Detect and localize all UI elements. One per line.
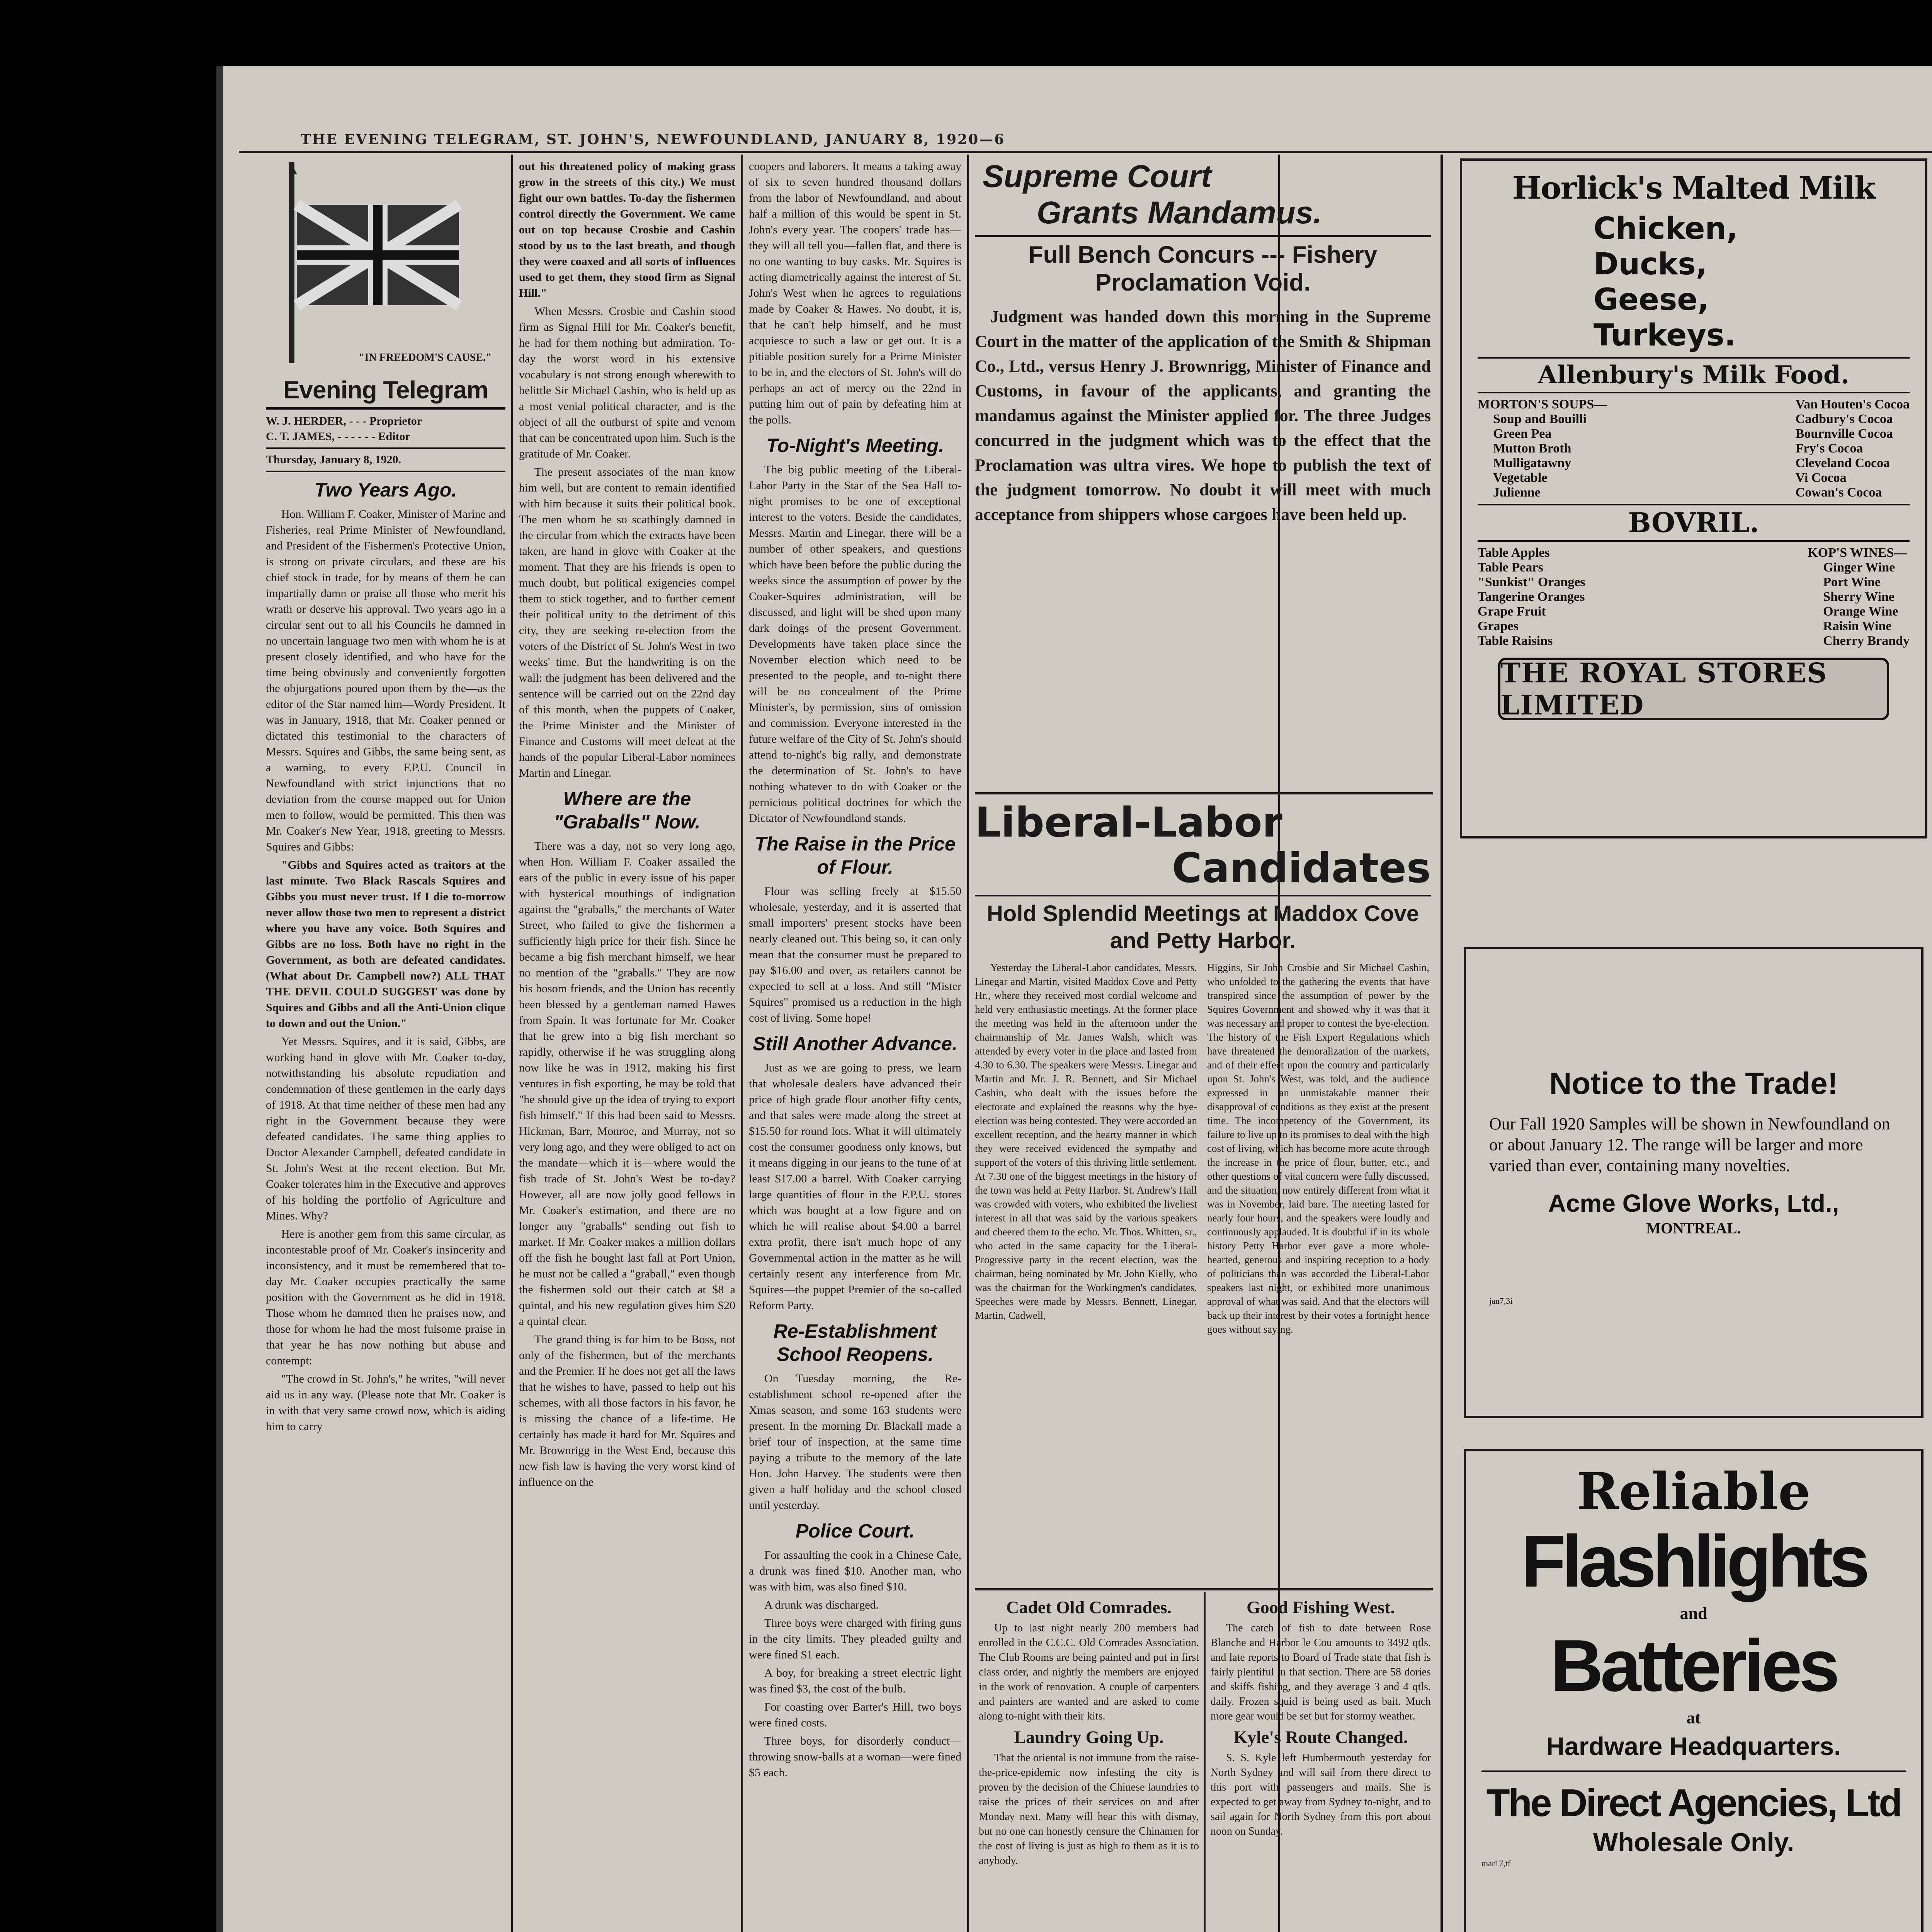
ad-rule xyxy=(1481,1770,1906,1772)
headline-line-2: Candidates xyxy=(1172,844,1431,892)
article-quote: "Gibbs and Squires acted as traitors at the last minute. Two Black Rascals Squires and Gibbs you must never trust. If I die to-morrow never allow those two men to represent a district where you have any voice. Both Squires and Gibbs are no loss. Both have no right in the Government, as both are defeated candidates. (What about Dr. Campbell now?) ALL THAT THE DEVIL COULD SUGGEST was done by Squires and Gibbs and all the Anti-Union clique to down and out the Union." xyxy=(266,859,505,1030)
article-paragraph: Flour was selling freely at $15.50 wholesale, yesterday, and it is asserted that small importers' present stocks have been nearly cleaned out. This being so, it can only mean that the consumer must be prepared to pay $16.00 and over, as retailers cannot be expected to sell at a loss. And still "Mister Squires" promised us a reduction in the high cost of living. Some hope! xyxy=(749,885,961,1024)
article-paragraph: Up to last night nearly 200 members had enrolled in the C.C.C. Old Comrades Association. The Club Rooms are being painted and put in first class order, and nightly the members are enjoyed in the work of renovation. A couple of carpenters and painters are wanted and are asked to come along to-night with their kits. xyxy=(979,1622,1199,1722)
ad-title: Horlick's Malted Milk xyxy=(1512,170,1875,206)
fruit-item: Grape Fruit xyxy=(1478,604,1546,619)
wine-item: Orange Wine xyxy=(1823,604,1898,619)
poultry-item: Turkeys. xyxy=(1594,318,1736,353)
allenbury-heading: Allenbury's Milk Food. xyxy=(1537,361,1850,389)
soups-title: MORTON'S SOUPS— xyxy=(1478,397,1607,412)
bovril-heading: BOVRIL. xyxy=(1628,507,1759,539)
page-header: THE EVENING TELEGRAM, ST. JOHN'S, NEWFOUNDLAND, JANUARY 8, 1920—6 xyxy=(301,131,1005,148)
headline-rule xyxy=(975,895,1431,896)
soup-item: Julienne xyxy=(1493,485,1541,500)
fruit-item: Table Pears xyxy=(1478,560,1543,575)
fruit-item: Table Apples xyxy=(1478,546,1550,560)
ad-line: at xyxy=(1686,1708,1701,1727)
column-rule xyxy=(967,155,969,1932)
article-heading: To-Night's Meeting. xyxy=(766,435,944,456)
wine-item: Raisin Wine xyxy=(1823,619,1892,633)
ad-line: and xyxy=(1680,1604,1708,1623)
poultry-item: Chicken, xyxy=(1594,211,1738,246)
soup-item: Green Pea xyxy=(1493,427,1552,441)
article-paragraph: Three boys were charged with firing guns in the city limits. They pleaded guilty and were fined $1 each. xyxy=(749,1617,961,1661)
article-columns xyxy=(975,961,1431,1338)
wine-list xyxy=(1808,546,1910,648)
article-paragraph: The present associates of the man know him well, but are content to remain identified with him because it suits their political book. The men whom he so scathingly damned in the circular from which the extracts have been taken, are hand in glove with Coaker at the moment. That they are his friends is open to much doubt, but political exigencies compel them to stick together, and to further cement their political unity to the detriment of this city, they are seeking re-election from the voters of the District of St. John's West in two weeks' time. But the handwriting is on the wall: the judgment has been delivered and the sentence will be carried out on the 22nd day of this month, when the puppets of Coaker, the Prime Minister and the Minister of Finance and Customs will meet defeat at the hands of the popular Liberal-Labor nominees Martin and Linegar. xyxy=(519,466,735,779)
article-paragraph: The catch of fish to date between Rose Blanche and Harbor le Cou amounts to 3492 qtls. and late reports to Board of Trade state that fish is fairly plentiful in that section. There are 58 dories and skiffs fishing, and they average 3 and 4 qtls. daily. Frozen squid is being used as bait. Much more gear would be set but for stormy weather. xyxy=(1211,1622,1431,1722)
flashlights-ad xyxy=(1464,1449,1923,1932)
wine-item: Sherry Wine xyxy=(1823,590,1895,604)
section-rule xyxy=(975,1588,1433,1590)
proprietor-line: W. J. HERDER, - - - Proprietor xyxy=(266,415,422,427)
article-paragraph: The big public meeting of the Liberal-Labor Party in the Star of the Sea Hall to-night promises to be one of exceptional interest to the voters. Beside the candidates, Messrs. Martin and Linegar, there will be a number of other speakers, and questions which have been before the public during the weeks since the assumption of power by the Coaker-Squires administration, will be discussed, and light will be shed upon many dark doings of the present Government. Developments have taken place since the November election which need to be presented to the people, and to-night there will be no concealment of the Prime Minister's, by permission, sins of omission and commission. Everyone interested in the future welfare of the City of St. John's should attend to-night's big rally, and demonstrate the determination of St. John's to have nothing whatever to do with Coaker or the pernicious political doctrines for which the Dictator of Newfoundland stands. xyxy=(749,463,961,825)
article-heading: Re-Establishment School Reopens. xyxy=(773,1320,937,1365)
masthead-rule xyxy=(266,447,505,449)
article-paragraph: A drunk was discharged. xyxy=(764,1599,879,1611)
cocoa-item: Vi Cocoa xyxy=(1795,471,1847,485)
article-heading: Police Court. xyxy=(795,1520,915,1542)
soups-cocoa xyxy=(1478,397,1910,500)
cocoa-item: Van Houten's Cocoa xyxy=(1795,397,1910,412)
short-items-left xyxy=(979,1594,1199,1932)
soup-item: Mulligatawny xyxy=(1493,456,1571,470)
wine-item: Ginger Wine xyxy=(1823,560,1895,575)
masthead-rule xyxy=(266,471,505,472)
column-rule xyxy=(1204,1592,1206,1932)
column-rule xyxy=(1440,155,1443,1932)
ad-firm: The Direct Agencies, Ltd xyxy=(1486,1781,1901,1825)
article-heading: Still Another Advance. xyxy=(753,1033,957,1054)
royal-stores-logo xyxy=(1498,658,1889,720)
editor-line: C. T. JAMES, - - - - - - Editor xyxy=(266,430,410,443)
article-paragraph: That the oriental is not immune from the raise-the-price-epidemic now infesting the city is proven by the decision of the Chinese laundries to raise the prices of their services on and after Monday next. Many will hear this with dismay, but no one can honestly censure the Chinamen for the cost of living is just as high to them as it is to anybody. xyxy=(979,1752,1199,1867)
column-1 xyxy=(266,158,505,1932)
fruit-item: Table Raisins xyxy=(1478,634,1553,648)
ad-rule xyxy=(1478,392,1910,393)
wine-item: Port Wine xyxy=(1823,575,1881,589)
article-paragraph: Hon. William F. Coaker, Minister of Marine and Fisheries, real Prime Minister of Newfoundland, and President of the Fishermen's Protective Union, is strong on private circulars, and these are his chief stock in trade, for by means of them he can impartially damn or praise all those who merit his wrath or deserve his approval. Two years ago in a circular sent out to all his Councils he damned in no uncertain language two men with whom he is at present closely identified, and who have for the time being obviously and conveniently forgotten the objurgations poured upon them by the—as the editor of the Star named him—Wordy President. It was in January, 1918, that Mr. Coaker penned or dictated this testimonial to the characters of Messrs. Squires and Gibbs, the same being sent, as a warning, to every F.P.U. Council in Newfoundland with strict injunctions that no deviation from the course mapped out for Union men to follow, would be permitted. This then was Mr. Coaker's New Year, 1918, greeting to Messrs. Squires and Gibbs: xyxy=(266,508,505,853)
article-paragraph: For assaulting the cook in a Chinese Cafe, a drunk was fined $10. Another man, who was with him, was also fined $10. xyxy=(749,1549,961,1593)
header-rule xyxy=(239,151,1932,153)
column-rule xyxy=(511,155,513,1932)
article-paragraph: "The crowd in St. John's," he writes, "will never aid us in any way. (Please note that Mr. Coaker is in with that very same crowd now, which is aiding him to carry xyxy=(266,1372,505,1433)
article-paragraph: When Messrs. Crosbie and Cashin stood firm as Signal Hill for Mr. Coaker's benefit, he had for them nothing but admiration. To-day the worst word in his extensive vocabulary is not strong enough wherewith to belittle Sir Michael Cashin, who is held up as a most venial political character, and is the object of all the outburst of spite and venom that can be concentrated upon him. Such is the gratitude of Mr. Coaker. xyxy=(519,305,735,460)
soup-item: Vegetable xyxy=(1493,471,1548,485)
ad-line: Reliable xyxy=(1577,1462,1811,1522)
article-paragraph: coopers and laborers. It means a taking away of six to seven hundred thousand dollars from the labor of Newfoundland, and about half a million of this would be spent in St. John's every year. The coopers' trade has—they will all tell you—fallen flat, and there is no one wanting to buy casks. Mr. Squires is acting diametrically against the interest of St. John's West when he agrees to regulations made by Coaker & Hawes. No doubt, it is, that he can't help himself, and he must acquiesce to such a law or get out. It is a pitiable position surely for a Prime Minister to be in, and the electors of St. John's will do perhaps an act of mercy on the 22nd in putting him out of pain by defeating him at the polls. xyxy=(749,160,961,426)
cocoa-item: Fry's Cocoa xyxy=(1795,441,1863,456)
poultry-list xyxy=(1478,211,1910,353)
cocoa-item: Bournville Cocoa xyxy=(1795,427,1893,441)
subheadline: Hold Splendid Meetings at Maddox Cove and Petty Harbor. xyxy=(986,901,1419,953)
article-heading: The Raise in the Price of Flour. xyxy=(755,833,956,878)
article-paragraph: For coasting over Barter's Hill, two boys were fined costs. xyxy=(749,1701,961,1729)
ad-line: Flashlights xyxy=(1521,1520,1866,1602)
logo-text: THE ROYAL STORES LIMITED xyxy=(1500,657,1828,721)
soup-item: Mutton Broth xyxy=(1493,441,1571,456)
article-body-left: Yesterday the Liberal-Labor candidates, Messrs. Linegar and Martin, visited Maddox Cove and Petty Hr., where they received most cordial welcome and held very enthusiastic meetings. At the former place the meeting was held in the afternoon under the chairmanship of Mr. James Walsh, which was attended by every voter in the place and lasted from 4.30 to 6.30. The speakers were Messrs. Linegar and Martin and Mr. J. R. Bennett, and Sir Michael Cashin, who dealt with the issues before the electorate and explained the reasons why the bye-election was being contested. They were accorded an excellent reception, and the hearty manner in which they were received evidenced the sympathy and support of the voters of this thriving little settlement. At 7.30 one of the biggest meetings in the history of the town was held at Petty Harbor. St. Andrew's Hall was crowded with voters, who exhibited the liveliest interest in all that was said by the various speakers and cheered them to the echo. Mr. Thos. Whitten, sr., who acted in the same capacity for the Liberal-Progressive party in the recent election, was the chairman, being nominated by Mr. John Kielly, who was the chairman for the Workingmen's candidates. Speeches were made by Messrs. Bennett, Linegar, Martin, Cadwell, xyxy=(975,962,1197,1321)
article-paragraph: S. S. Kyle left Humbermouth yesterday for North Sydney and will sail from there direct to this port with passengers and mails. She is expected to get away from Sydney to-night, and to sail again for North Sydney from this port about noon on Sunday. xyxy=(1211,1752,1431,1837)
article-heading: Cadet Old Comrades. xyxy=(1006,1597,1172,1617)
ad-code: mar17,tf xyxy=(1481,1859,1511,1868)
article-heading: Laundry Going Up. xyxy=(1014,1727,1164,1747)
flag-caption: "IN FREEDOM'S CAUSE." xyxy=(359,352,492,364)
article-paragraph: The grand thing is for him to be Boss, not only of the fishermen, but of the merchants and the Premier. If he does not get all the laws that he wishes to have, passed to help out his schemes, with all those factors in his favor, he is missing the chance of a life-time. He certainly has made it hard for Mr. Squires and Mr. Brownrigg in the West End, because this new fish law is having the very worst kind of influence on the xyxy=(519,1333,735,1488)
article-paragraph: Just as we are going to press, we learn that wholesale dealers have advanced their price of high grade flour another fifty cents, and that sales were made along the street at $15.50 for round lots. What it will ultimately cost the consumer goodness only knows, but it means digging in our jeans to the tune of at least $17.00 a barrel. With Coaker carrying large quantities of flour in the F.P.U. stores which was bought at a low figure and on which he will realise about $4.00 a barrel extra profit, there isn't much hope of any Governmental action in the matter as he will certainly resent any interference from Mr. Squires—the puppet Premier of the so-called Reform Party. xyxy=(749,1061,961,1312)
liberal-labor-article xyxy=(975,800,1431,1588)
article-paragraph: A boy, for breaking a street electric light was fined $3, the cost of the bulb. xyxy=(749,1667,961,1695)
article-paragraph: Yet Messrs. Squires, and it is said, Gibbs, are working hand in glove with Mr. Coaker to-day, notwithstanding his absolute repudiation and condemnation of these gentlemen in the early days of 1918. At that time neither of these men had any right in the Government because they were defeated candidates. The same thing applies to Doctor Alexander Campbell, defeated candidate in St. John's West at the recent election. But Mr. Coaker tolerates him in the Executive and approves of his holding the portfolio of Agriculture and Mines. Why? xyxy=(266,1035,505,1222)
article-paragraph: Three boys, for disorderly conduct—throwing snow-balls at a woman—were fined $5 each. xyxy=(749,1735,961,1779)
soup-item: Soup and Bouilli xyxy=(1493,412,1587,426)
union-jack-flag xyxy=(266,158,498,375)
article-quote: out his threatened policy of making grass grow in the streets of this city.) We must fight our own battles. To-day the fishermen control directly the Government. We came out on top because Crosbie and Cashin stood by us to the last breath, and though they were coaxed and all sorts of influences used to get them, they stood firm as Signal Hill." xyxy=(519,160,735,299)
fruit-item: Grapes xyxy=(1478,619,1519,633)
column-rule xyxy=(741,155,743,1932)
ad-line: Batteries xyxy=(1550,1625,1837,1707)
poultry-item: Ducks, xyxy=(1594,247,1708,282)
article-body: Judgment was handed down this morning in the Supreme Court in the matter of the application of the Smith & Shipman Co., Ltd., versus Henry J. Brownrigg, Minister of Finance and Customs, in favour of the applicants, and granting the mandamus against the Minister applied for. The three Judges concurred in the judgment which was to the effect that the Proclamation was ultra vires. We hope to publish the text of the judgment tomorrow. No doubt it will meet with much acceptance from shippers whose cargoes have been held up. xyxy=(975,307,1431,524)
masthead-rule xyxy=(266,407,505,410)
article-heading: Kyle's Route Changed. xyxy=(1233,1727,1408,1747)
section-rule xyxy=(975,792,1433,794)
fruit-item: "Sunkist" Oranges xyxy=(1478,575,1585,589)
column-2 xyxy=(519,158,735,1932)
article-heading: Good Fishing West. xyxy=(1247,1597,1395,1617)
fruit-list xyxy=(1478,546,1585,648)
ad-firm: Acme Glove Works, Ltd., xyxy=(1548,1189,1839,1217)
subheadline: Full Bench Concurs --- Fishery Proclamation Void. xyxy=(1028,242,1378,296)
newspaper-page xyxy=(216,66,1932,1932)
wine-item: Cherry Brandy xyxy=(1823,634,1910,648)
ad-body: Our Fall 1920 Samples will be shown in Newfoundland on or about January 12. The range will be larger and more varied than ever, containing many novelties. xyxy=(1489,1114,1890,1175)
article-heading: Where are the "Graballs" Now. xyxy=(554,788,701,833)
headline-line-1: Supreme Court xyxy=(983,159,1212,194)
article-body-right: Higgins, Sir John Crosbie and Sir Michael Cashin, who unfolded to the gathering the events that have transpired since the assumption of power by the Squires Government and showed why it was that it was necessary and proper to contest the bye-election. The history of the Fish Export Regulations which have threatened the demoralization of the markets, and of their effect upon the country and particularly upon St. John's West, was told, and the audience expressed in an unmistakable manner their disapproval of conditions as they exist at the present time. The incompetency of the Government, its failure to live up to its promises to deal with the high cost of living, which has become more acute through the increase in the price of flour, butter, etc., and other questions of vital concern were fully discussed, and the situation, now entirely different from what it was in November, laid bare. The meeting lasted for nearly four hours, and the speakers were loudly and continuously applauded. It is doubtful if in its whole history Petty Harbor ever gave a more whole-hearted, generous and inspiring reception to a body of politicians than was accorded the Liberal-Labor speakers last night, or exhibited more unanimous approval of what was said. And that the electors will back up their interest by their votes a fortnight hence goes without saying. xyxy=(1207,962,1429,1335)
headline-line-2: Grants Mandamus. xyxy=(1037,195,1322,230)
cocoa-item: Cowan's Cocoa xyxy=(1795,485,1882,500)
column-3 xyxy=(749,158,961,1932)
ad-code: jan7,3i xyxy=(1489,1296,1513,1306)
fruit-item: Tangerine Oranges xyxy=(1478,590,1585,604)
acme-glove-ad xyxy=(1464,947,1923,1418)
cocoa-list xyxy=(1796,397,1910,500)
issue-date: Thursday, January 8, 1920. xyxy=(266,453,401,466)
fruits-wines xyxy=(1478,546,1910,648)
article-heading: Two Years Ago. xyxy=(314,479,457,501)
cocoa-item: Cadbury's Cocoa xyxy=(1795,412,1893,426)
ad-line: Wholesale Only. xyxy=(1593,1828,1794,1857)
ad-rule xyxy=(1478,540,1910,542)
masthead-title: Evening Telegram xyxy=(283,376,488,404)
soups-list xyxy=(1478,397,1607,500)
ad-city: MONTREAL. xyxy=(1646,1219,1741,1237)
poultry-item: Geese, xyxy=(1594,282,1709,317)
ad-line: Hardware Headquarters. xyxy=(1546,1732,1841,1760)
article-paragraph: Here is another gem from this same circular, as incontestable proof of Mr. Coaker's insincerity and inconsistency, and it must be remembered that to-day Mr. Coaker occupies practically the same position with the Government as he did in 1918. Those whom he damned then he praises now, and those for whom he had the most fulsome praise in that year he has now nothing but abuse and contempt: xyxy=(266,1228,505,1367)
headline-line-1: Liberal-Labor xyxy=(975,800,1282,846)
wines-title: KOP'S WINES— xyxy=(1808,546,1907,560)
short-items-right xyxy=(1211,1594,1431,1932)
supreme-court-article xyxy=(975,158,1431,792)
royal-stores-ad xyxy=(1460,158,1927,838)
flag-illustration xyxy=(266,158,505,375)
cocoa-item: Cleveland Cocoa xyxy=(1795,456,1890,470)
article-paragraph: On Tuesday morning, the Re-establishment school re-opened after the Xmas season, and some 163 students were present. In the morning Dr. Blackall made a brief tour of inspection, at the same time paying a tribute to the memory of the late Hon. John Harvey. The students were then given a half holiday and the school closed until yesterday. xyxy=(749,1372,961,1512)
article-paragraph: There was a day, not so very long ago, when Hon. William F. Coaker assailed the ears of the public in every issue of his paper with hysterical mouthings of indignation against the "graballs," the merchants of Water Street, who failed to give the fishermen a sufficiently high price for their fish. Since he became a big fish merchant himself, we hear no mention of the "graballs." They are now his bosom friends, and the Union has recently been blessed by a gentleman named Hawes from Spain. It was fortunate for Mr. Coaker that he grew into a big fish merchant so rapidly, otherwise if he was struggling along now like he was in 1912, making his first ventures in fish exporting, he may be told that "he should give up the idea of trying to export fish himself." If this had been said to Messrs. Hickman, Barr, Monroe, and Murray, not so very long ago, and they were obliged to act on the mandate—which it is—where would the fish trade of St. John's West be to-day? However, all are now jolly good fellows in Mr. Coaker's estimation, and there are no longer any "graballs" sending out fish to market. If Mr. Coaker makes a million dollars off the fish he bought last fall at Port Union, he must not be called a "graball," even though the fishermen sold out their catch at $8 a quintal, and his new regulation gives him $20 a quintal clear. xyxy=(519,840,735,1328)
headline-rule xyxy=(975,235,1431,237)
ad-heading: Notice to the Trade! xyxy=(1549,1066,1838,1100)
